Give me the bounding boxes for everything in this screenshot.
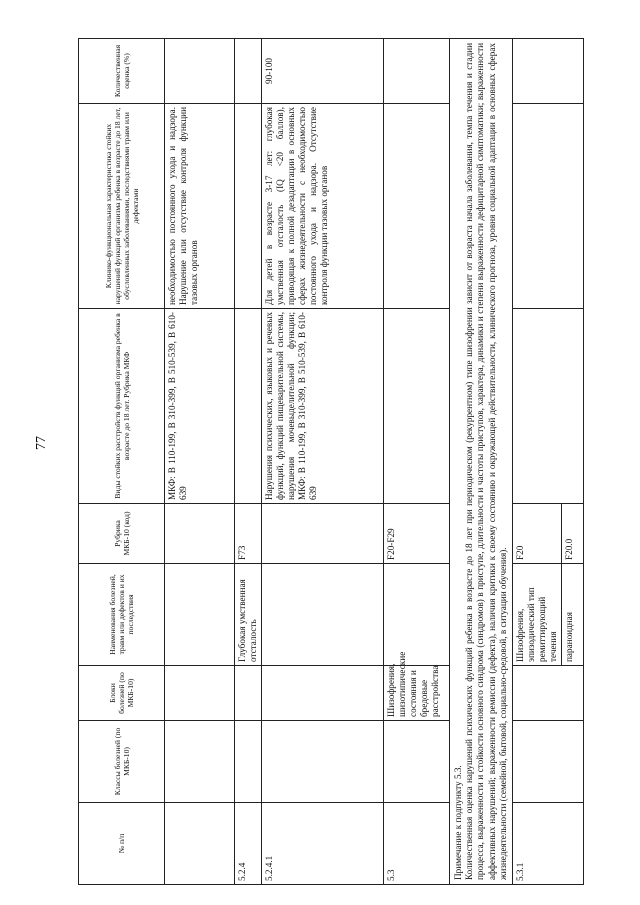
cell-codes-top: F20 (513, 504, 562, 564)
cell-num: 5.3 (384, 803, 450, 885)
header-score: Количественная оценка (%) (79, 39, 165, 104)
header-codes: Рубрика МКБ-10 (код) (79, 504, 165, 564)
disability-criteria-table (78, 38, 584, 885)
page-number-text: 77 (34, 436, 49, 450)
header-types: Виды стойких расстройств функций организма ребенка в возрасте до 18 лет. Рубрика МКФ (79, 309, 165, 504)
table-header-row (79, 39, 165, 885)
cell-characteristic: Для детей в возрасте 3-17 лет: глубокая умственная отсталость (IQ <20 баллов), приводящая к полной дезадаптации в основных сферах жизнедеятельности с необходимостью постоянного ухода и надзора. Отсутствие контроля функции тазовых органов (262, 104, 384, 309)
cell-score: 90-100 (262, 39, 384, 104)
cell-num: 5.2.4.1 (262, 803, 384, 885)
header-characteristic: Клинико-функциональная характеристика стойких нарушений функций организма ребенка в возрасте до 18 лет, обусловленных заболеваниями, последствиями травм или дефектами (79, 104, 165, 309)
cell-codes: F73 (235, 504, 262, 564)
cell-num: 5.2.4 (235, 803, 262, 885)
header-names: Наименования болезней, травм или дефектов и их последствия (79, 564, 165, 666)
note-row (450, 39, 513, 885)
cell-characteristic: необходимостью постоянного ухода и надзора. Нарушение или отсутствие контроля функции тазовых органов (165, 104, 235, 309)
rotated-table-container (78, 39, 575, 885)
note-heading: Примечание к подпункту 5.3. (453, 765, 463, 880)
cell-codes: F20-F29 (384, 504, 450, 564)
note-text: Количественная оценка нарушений психических функций ребенка в возрасте до 18 лет при периодическом (рекуррентном) типе шизофрении зависит от возраста начала заболевания, темпа течения и стадии процесса, выраженности и стойкости основного синдрома (синдромов) в приступе, длительности и частоты приступов, характера, динамики и степени выраженности дефицитарной симптоматики; выраженности аффективных нарушений; выраженности ремиссии (дефекта), наличия критики к своему состоянию и окружающей действительности, клинического прогноза, уровня социальной адаптации в основных сферах жизнедеятельности (семейной, бытовой, социально-средовой, в ситуации обучения). (464, 43, 508, 880)
table-row (235, 39, 262, 885)
cell-names-bottom: параноидная (562, 564, 584, 666)
table-row (165, 39, 235, 885)
header-blocks: Блоки болезней (по МКБ-10) (79, 666, 165, 721)
cell-types: Нарушения психических, языковых и речевых функций, функций пищеварительной системы, нарушения мочевыделительной функции; МКФ: В 110-199, В 310-399, В 510-539, В 610-639 (262, 309, 384, 504)
table-row (513, 39, 562, 885)
header-num: № п/п (79, 803, 165, 885)
cell-names: Глубокая умственная отсталость (235, 564, 262, 666)
cell-types: МКФ: В 110-199, В 310-399, В 510-539, В 610-639 (165, 309, 235, 504)
page-number (34, 430, 48, 470)
table-row (262, 39, 384, 885)
note-cell (450, 39, 513, 885)
cell-names-top: Шизофрения, эпизодический тип ремиттирующий течения (513, 564, 562, 666)
table-row (384, 39, 450, 885)
cell-blocks: Шизофрения, шизотипические состояния и бредовые расстройства (384, 666, 450, 721)
header-classes: Классы болезней (по МКБ-10) (79, 721, 165, 803)
cell-codes-bottom: F20.0 (562, 504, 584, 564)
cell-num: 5.3.1 (513, 803, 584, 885)
